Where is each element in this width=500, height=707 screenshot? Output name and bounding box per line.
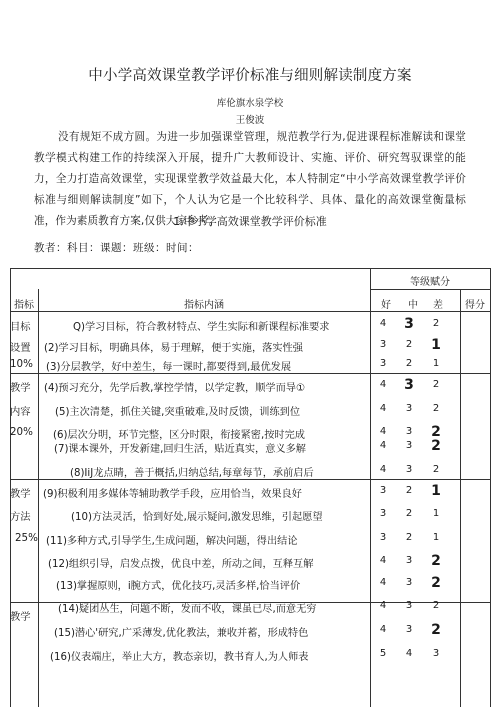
criterion-text: (6)层次分明，环节完整，区分时限，衔接紧密,按时完成 [53,430,305,441]
good-header: 好 [381,300,391,311]
score-poor: 2 [432,379,440,390]
score-poor: 2 [431,553,441,569]
form-meta-line: 教者：科目：课题：班级：时间： [34,242,199,254]
score-good: 4 [379,440,387,451]
score-field[interactable] [461,620,490,638]
category-line: 25% [15,532,38,544]
category-line: 目标 [10,321,31,333]
category-line: 设置 [10,342,31,354]
category-line: 10% [10,358,33,370]
score-good: 3 [379,485,387,496]
score-good: 3 [379,358,387,369]
table-border-right [490,268,491,707]
indicator-column-line [38,289,39,707]
indicator-header: 指标 [14,300,34,311]
score-mid: 3 [405,464,413,475]
score-good: 5 [379,648,387,659]
category-line: 20% [10,426,33,438]
mid-header: 中 [408,300,418,311]
score-good: 3 [379,508,387,519]
evaluation-table [10,268,491,707]
score-field[interactable] [461,504,490,522]
criterion-text: (5)主次清楚，抓住关键,突重破难,及时反馈，训练到位 [55,407,301,418]
poor-header: 差 [433,300,443,311]
score-poor: 1 [432,358,440,369]
score-good: 4 [379,555,387,566]
score-mid: 3 [405,426,413,437]
category-line: 教学 [10,611,31,623]
score-good: 3 [379,532,387,543]
document-title: 中小学高效课堂教学评价标准与细则解读制度方案 [88,68,412,84]
school-name: 库伦旗水泉学校 [216,98,284,109]
score-mid: 3 [404,316,414,332]
score-mid: 2 [405,532,413,543]
score-mid: 4 [405,648,413,659]
table-border-top [10,268,491,269]
score-poor: 2 [431,575,441,591]
score-mid: 3 [405,577,413,588]
grade-column-line [370,268,371,707]
score-poor: 2 [432,600,440,611]
criterion-text: (16)仪表端庄，举止大方，教态亲切，教书育人,为人师表 [50,652,309,663]
score-good: 4 [379,426,387,437]
score-good: 4 [379,577,387,588]
score-field[interactable] [461,375,490,393]
score-poor: 2 [432,464,440,475]
score-poor: 2 [432,318,440,329]
score-good: 4 [379,600,387,611]
category-line: 方法 [10,511,31,523]
score-field[interactable] [461,354,490,372]
score-field[interactable] [461,528,490,546]
header-bottom-line [10,311,491,312]
score-mid: 2 [405,508,413,519]
author-name: 王俊波 [235,115,265,126]
score-field[interactable] [461,481,490,499]
score-poor: 3 [432,648,440,659]
criterion-text: (2)学习目标，明确具体，易于理解，便于实施，落实性强 [44,343,303,354]
score-poor: 2 [431,438,441,454]
intro-paragraph: 没有规矩不成方圆。为进一步加强课堂管理，规范教学行为,促进课程标准解读和课堂教学模式构建工作的持续深入开展，提升广大教师设计、实施、评价、研究驾驭课堂的能力，全力打造高效课堂，实现课堂教学效益最大化，本人特制定“中小学高效课堂教学评价标准与细则解读制度”如下，个人认为它是一个比较科学、具体、量化的高效课堂衡量标准，作为素质教育方案,仅供大家参考。 [34,131,466,227]
group-divider [10,479,491,480]
group-divider [10,373,491,374]
category-line: 内容 [10,406,31,418]
score-field[interactable] [461,460,490,478]
score-poor: 2 [431,424,441,440]
score-mid: 2 [405,485,413,496]
criterion-text: (12)组织引导，启发点拨，优良中差，所动之间，互释互解 [48,559,314,570]
criterion-text: (14)疑团丛生，问题不断，发而不收，课虽已尽,而意无穷 [58,604,317,615]
score-mid: 3 [404,377,414,393]
score-good: 4 [379,624,387,635]
score-mid: 3 [405,440,413,451]
criterion-text: (11)多种方式,引导学生,生成问题，解决问题，得出结论 [46,536,298,547]
score-field[interactable] [461,644,490,662]
score-header: 得分 [465,300,485,311]
score-poor: 1 [431,483,441,499]
score-good: 3 [379,339,387,350]
criterion-text: (7)课本课外，开发新建,回归生活，贴近真实，意义多解 [54,444,306,455]
score-good: 4 [379,464,387,475]
criterion-text: (10)方法灵活，恰到好处,展示疑问,激发思维，引起愿望 [71,512,323,523]
score-field[interactable] [461,399,490,417]
score-poor: 2 [431,622,441,638]
score-field[interactable] [461,596,490,614]
criterion-text: (15)潜心'研究,广采薄发,优化教法，兼收并蓄，形成特色 [54,628,309,639]
score-mid: 3 [405,600,413,611]
score-poor: 1 [432,508,440,519]
score-mid: 3 [405,624,413,635]
score-field[interactable] [461,551,490,569]
criterion-text: (9)积极利用多媒体等辅助教学手段，应用恰当，效果良好 [43,489,302,500]
score-mid: 3 [405,403,413,414]
score-mid: 2 [405,358,413,369]
score-mid: 3 [405,555,413,566]
criterion-text: Q)学习目标，符合教材特点、学生实际和新课程标准要求 [73,322,330,333]
score-poor: 2 [432,403,440,414]
score-field[interactable] [461,335,490,353]
score-field[interactable] [461,314,490,332]
score-field[interactable] [461,436,490,454]
category-line: 教学 [10,488,31,500]
score-field[interactable] [461,573,490,591]
criterion-text: (13)掌握原则，i腕方式，优化技巧,灵活多样,恰当评价 [56,581,301,592]
score-mid: 2 [405,339,413,350]
grade-header-divider [370,289,491,290]
score-poor: 1 [431,337,441,353]
criterion-text: (8)IiJ龙点睛，善于概括,归纳总结,每章每节，承前启后 [70,468,314,479]
criterion-text: (4)预习充分，先学后教,掌控学情，以学定教，顺学而导① [44,383,306,394]
score-poor: 1 [432,532,440,543]
score-good: 4 [379,403,387,414]
score-good: 4 [379,379,387,390]
grade-header: 等级赋分 [410,277,450,288]
category-line: 教学 [10,382,31,394]
criterion-text: (3)分层教学，好中差生，每一课时,都要得到,最优发展 [46,362,292,373]
content-header: 指标内涵 [184,300,224,311]
section-title: 1.中小学高效课堂教学评价标准 [173,215,327,228]
score-good: 4 [379,318,387,329]
